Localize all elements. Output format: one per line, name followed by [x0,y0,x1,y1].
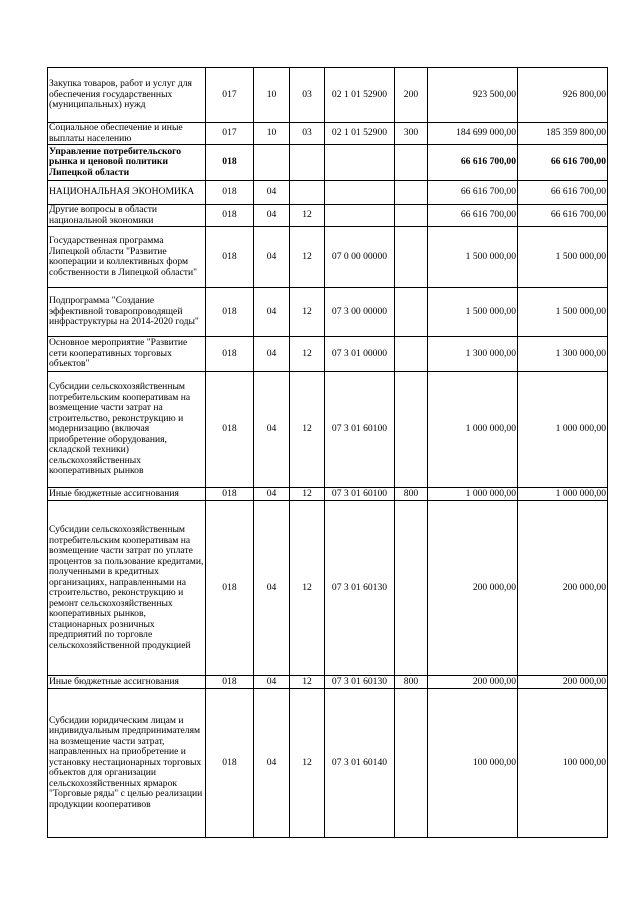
cell-vr [395,288,428,337]
cell-sum2: 1 000 000,00 [518,372,608,488]
cell-name: Основное мероприятие "Развитие сети кооперативных торговых объектов" [48,337,206,372]
cell-pr [290,145,325,181]
cell-csr [325,205,395,227]
cell-sum2: 200 000,00 [518,676,608,689]
cell-name: Иные бюджетные ассигнования [48,488,206,501]
cell-pr: 12 [290,488,325,501]
budget-table-body [48,68,608,838]
cell-name: Подпрограмма "Создание эффективной товаропроводящей инфраструктуры на 2014-2020 годы" [48,288,206,337]
cell-rz: 04 [254,689,290,838]
cell-sum1: 1 300 000,00 [428,337,518,372]
cell-csr [325,145,395,181]
cell-admin: 018 [206,689,254,838]
cell-name: Закупка товаров, работ и услуг для обеспечения государственных (муниципальных) нужд [48,68,206,123]
cell-csr: 07 3 01 60130 [325,501,395,676]
cell-csr: 07 0 00 00000 [325,227,395,288]
cell-sum2: 1 500 000,00 [518,288,608,337]
cell-name: Управление потребительского рынка и ценовой политики Липецкой области [48,145,206,181]
cell-sum2: 66 616 700,00 [518,145,608,181]
cell-admin: 018 [206,181,254,205]
table-row [48,181,608,205]
cell-sum1: 66 616 700,00 [428,205,518,227]
cell-rz: 10 [254,68,290,123]
cell-sum1: 1 000 000,00 [428,372,518,488]
cell-csr: 07 3 01 60140 [325,689,395,838]
cell-name: НАЦИОНАЛЬНАЯ ЭКОНОМИКА [48,181,206,205]
cell-csr: 02 1 01 52900 [325,68,395,123]
cell-pr: 03 [290,68,325,123]
cell-rz: 04 [254,337,290,372]
cell-csr [325,181,395,205]
cell-rz: 10 [254,123,290,145]
cell-sum2: 100 000,00 [518,689,608,838]
table-row [48,337,608,372]
cell-sum1: 200 000,00 [428,676,518,689]
cell-rz: 04 [254,676,290,689]
table-row [48,205,608,227]
cell-sum2: 1 500 000,00 [518,227,608,288]
cell-csr: 07 3 01 00000 [325,337,395,372]
cell-rz: 04 [254,205,290,227]
cell-rz: 04 [254,488,290,501]
cell-sum2: 200 000,00 [518,501,608,676]
cell-name: Государственная программа Липецкой области "Развитие кооперации и коллективных форм собственности в Липецкой области" [48,227,206,288]
cell-sum2: 926 800,00 [518,68,608,123]
cell-vr [395,205,428,227]
cell-csr: 07 3 01 60100 [325,488,395,501]
cell-name: Субсидии сельскохозяйственным потребительским кооперативам на возмещение части затрат по уплате процентов за пользование кредитами, полученными в кредитных организациях, направленными на строительство, реконструкцию и ремонт сельскохозяйственных кооперативных рынков, стационарных розничных предприятий по торговле сельскохозяйственной продукцией [48,501,206,676]
cell-admin: 018 [206,337,254,372]
cell-name: Другие вопросы в области национальной экономики [48,205,206,227]
cell-admin: 017 [206,68,254,123]
cell-vr [395,689,428,838]
cell-sum2: 66 616 700,00 [518,181,608,205]
cell-rz [254,145,290,181]
cell-name: Иные бюджетные ассигнования [48,676,206,689]
cell-pr [290,181,325,205]
cell-sum2: 1 300 000,00 [518,337,608,372]
cell-csr: 07 3 00 00000 [325,288,395,337]
cell-sum1: 1 000 000,00 [428,488,518,501]
table-row [48,227,608,288]
cell-name: Субсидии юридическим лицам и индивидуальным предпринимателям на возмещение части затрат, направленных на приобретение и установку нестационарных торговых объектов для организации сельскохозяйственных ярмарок "Торговые ряды" с целью реализации продукции кооперативов [48,689,206,838]
cell-admin: 018 [206,145,254,181]
cell-vr [395,337,428,372]
cell-vr [395,501,428,676]
table-row [48,123,608,145]
cell-admin: 018 [206,372,254,488]
cell-sum2: 185 359 800,00 [518,123,608,145]
cell-sum1: 1 500 000,00 [428,227,518,288]
cell-rz: 04 [254,501,290,676]
table-row [48,501,608,676]
cell-rz: 04 [254,288,290,337]
cell-pr: 12 [290,372,325,488]
cell-name: Социальное обеспечение и иные выплаты населению [48,123,206,145]
cell-rz: 04 [254,181,290,205]
cell-vr [395,145,428,181]
cell-vr: 800 [395,676,428,689]
table-row [48,488,608,501]
cell-admin: 018 [206,488,254,501]
table-row [48,676,608,689]
cell-pr: 12 [290,676,325,689]
budget-table [47,67,608,838]
cell-sum1: 200 000,00 [428,501,518,676]
cell-vr: 300 [395,123,428,145]
table-row [48,372,608,488]
cell-vr [395,227,428,288]
cell-rz: 04 [254,227,290,288]
cell-sum1: 1 500 000,00 [428,288,518,337]
cell-admin: 018 [206,205,254,227]
cell-pr: 12 [290,689,325,838]
cell-pr: 12 [290,337,325,372]
cell-rz: 04 [254,372,290,488]
cell-vr: 200 [395,68,428,123]
cell-vr [395,181,428,205]
cell-sum1: 184 699 000,00 [428,123,518,145]
cell-admin: 018 [206,676,254,689]
cell-admin: 018 [206,501,254,676]
cell-pr: 03 [290,123,325,145]
cell-vr [395,372,428,488]
table-row [48,145,608,181]
cell-pr: 12 [290,501,325,676]
cell-sum2: 1 000 000,00 [518,488,608,501]
cell-csr: 07 3 01 60100 [325,372,395,488]
cell-csr: 02 1 01 52900 [325,123,395,145]
cell-vr: 800 [395,488,428,501]
cell-sum1: 66 616 700,00 [428,145,518,181]
cell-admin: 017 [206,123,254,145]
cell-pr: 12 [290,227,325,288]
cell-sum1: 100 000,00 [428,689,518,838]
cell-name: Субсидии сельскохозяйственным потребительским кооперативам на возмещение части затрат на строительство, реконструкцию и модернизацию (включая приобретение оборудования, складской техники) сельскохозяйственных кооперативных рынков [48,372,206,488]
table-row [48,68,608,123]
cell-csr: 07 3 01 60130 [325,676,395,689]
cell-sum1: 923 500,00 [428,68,518,123]
table-row [48,288,608,337]
cell-sum1: 66 616 700,00 [428,181,518,205]
cell-admin: 018 [206,288,254,337]
cell-admin: 018 [206,227,254,288]
table-row [48,689,608,838]
cell-pr: 12 [290,205,325,227]
cell-pr: 12 [290,288,325,337]
cell-sum2: 66 616 700,00 [518,205,608,227]
